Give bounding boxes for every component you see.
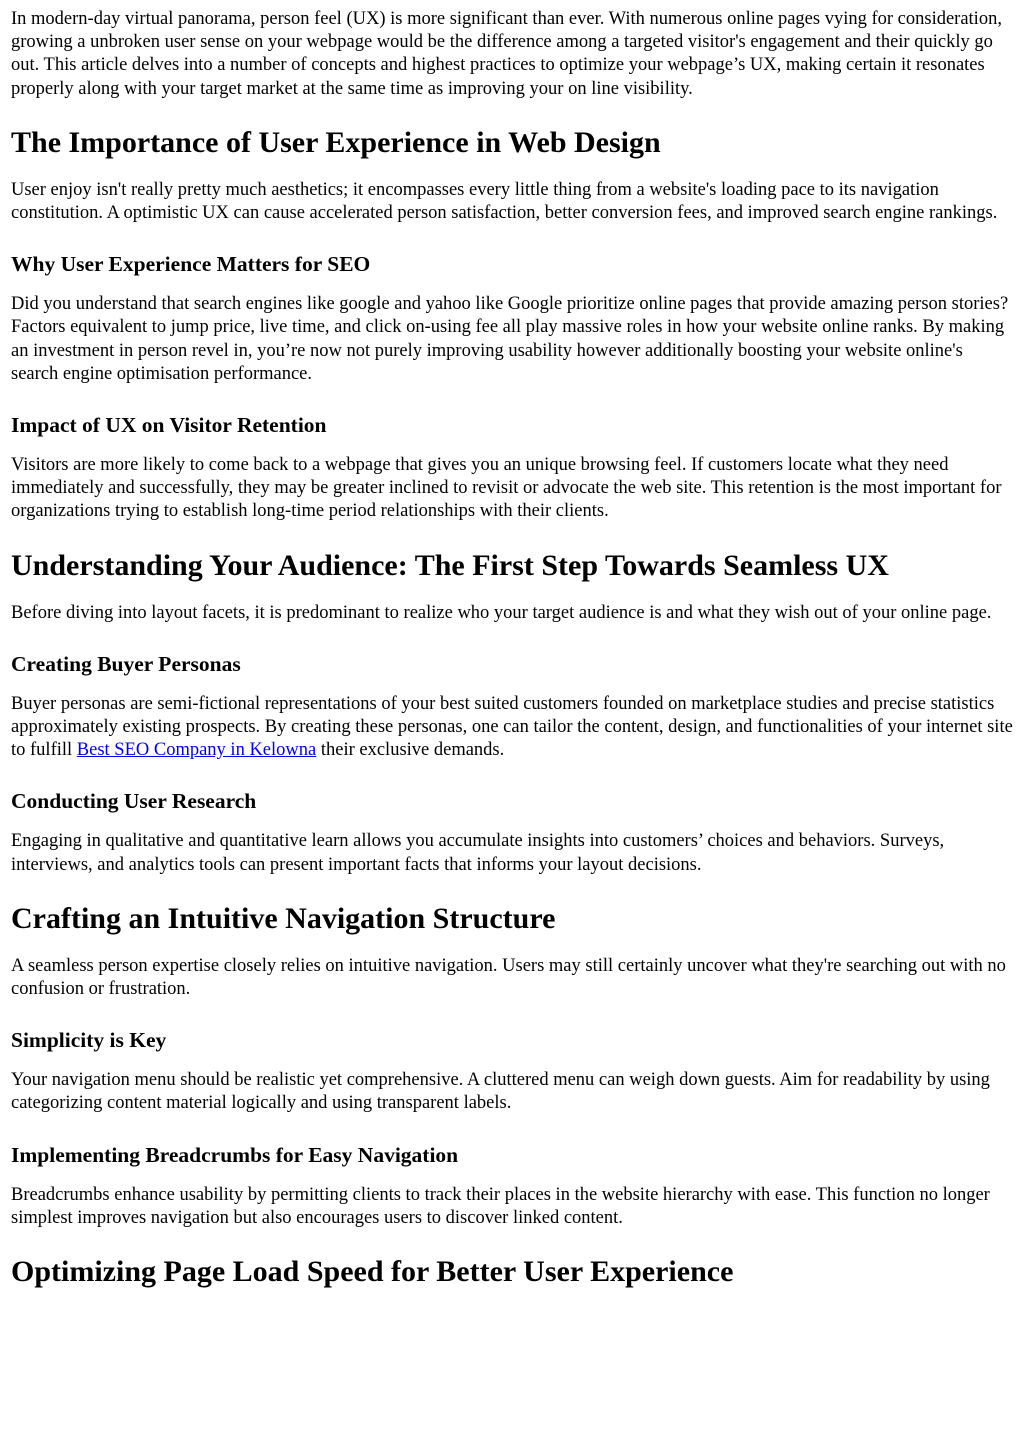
subheading-buyer-personas: Creating Buyer Personas [11,651,241,676]
subheading-user-research: Conducting User Research [11,789,257,814]
section-heading-page-load-speed: Optimizing Page Load Speed for Better User Experience [11,1255,734,1289]
paragraph-buyer-personas-text-after: their exclusive demands. [316,740,505,761]
subheading-ux-matters-for-seo: Why User Experience Matters for SEO [11,252,371,277]
paragraph-user-research: Engaging in qualitative and quantitative learn allows you accumulate insights into customers’ choices and behaviors. Surveys, interviews, and analytics tools can present important facts that informs your layout decisions. [11,831,945,875]
subheading-simplicity-is-key: Simplicity is Key [11,1028,167,1053]
paragraph-buyer-personas [11,693,1013,763]
section-heading-importance-of-ux: The Importance of User Experience in Web Design [11,125,661,159]
section-heading-understanding-audience: Understanding Your Audience: The First Step Towards Seamless UX [11,548,889,582]
section-paragraph-navigation-structure: A seamless person expertise closely relies on intuitive navigation. Users may still certainly uncover what they're searching out with no confusion or frustration. [11,955,1006,1000]
paragraph-ux-matters-for-seo: Did you understand that search engines like google and yahoo like Google prioritize online pages that provide amazing person stories? Factors equivalent to jump price, live time, and click on-using fee all play massive roles in how your website online ranks. By making an investment in person revel in, you’re now not purely improving usability however additionally boosting your website online's search engine optimisation performance. [11,294,1009,384]
section-heading-navigation-structure: Crafting an Intuitive Navigation Structure [11,901,556,935]
intro-paragraph: In modern-day virtual panorama, person feel (UX) is more significant than ever. With numerous online pages vying for consideration, growing a unbroken user sense on your webpage would be the difference among a targeted visitor's engagement and their quickly go out. This article delves into a number of concepts and highest practices to optimize your webpage’s UX, making certain it resonates properly along with your target market at the same time as improving your on line visibility. [11,9,1002,99]
subheading-breadcrumbs: Implementing Breadcrumbs for Easy Navigation [11,1142,459,1167]
paragraph-ux-visitor-retention: Visitors are more likely to come back to a webpage that gives you an unique browsing feel. If customers locate what they need immediately and successfully, they may be greater inclined to revisit or advocate the web site. This retention is the most important for organizations trying to establish long-time period relationships with their clients. [11,455,1002,522]
subheading-ux-visitor-retention: Impact of UX on Visitor Retention [11,413,327,438]
section-paragraph-understanding-audience: Before diving into layout facets, it is predominant to realize who your target audience is and what they wish out of your online page. [11,602,992,623]
paragraph-breadcrumbs: Breadcrumbs enhance usability by permitting clients to track their places in the website hierarchy with ease. This function no longer simplest improves navigation but also encourages users to discover linked content. [11,1184,990,1228]
paragraph-simplicity-is-key: Your navigation menu should be realistic yet comprehensive. A cluttered menu can weigh down guests. Aim for readability by using categorizing content material logically and using transparent labels. [11,1070,990,1114]
paragraph-buyer-personas-text-before: Buyer personas are semi-fictional representations of your best suited customers founded on marketplace studies and precise statistics approximately existing prospects. By creating these personas, one can tailor the content, design, and functionalities of your internet site to fulfill [11,693,1013,761]
seo-company-link[interactable]: Best SEO Company in Kelowna [76,740,317,761]
section-paragraph-importance-of-ux: User enjoy isn't really pretty much aesthetics; it encompasses every little thing from a website's loading pace to its navigation constitution. A optimistic UX can cause accelerated person satisfaction, better conversion fees, and improved search engine rankings. [11,179,998,224]
